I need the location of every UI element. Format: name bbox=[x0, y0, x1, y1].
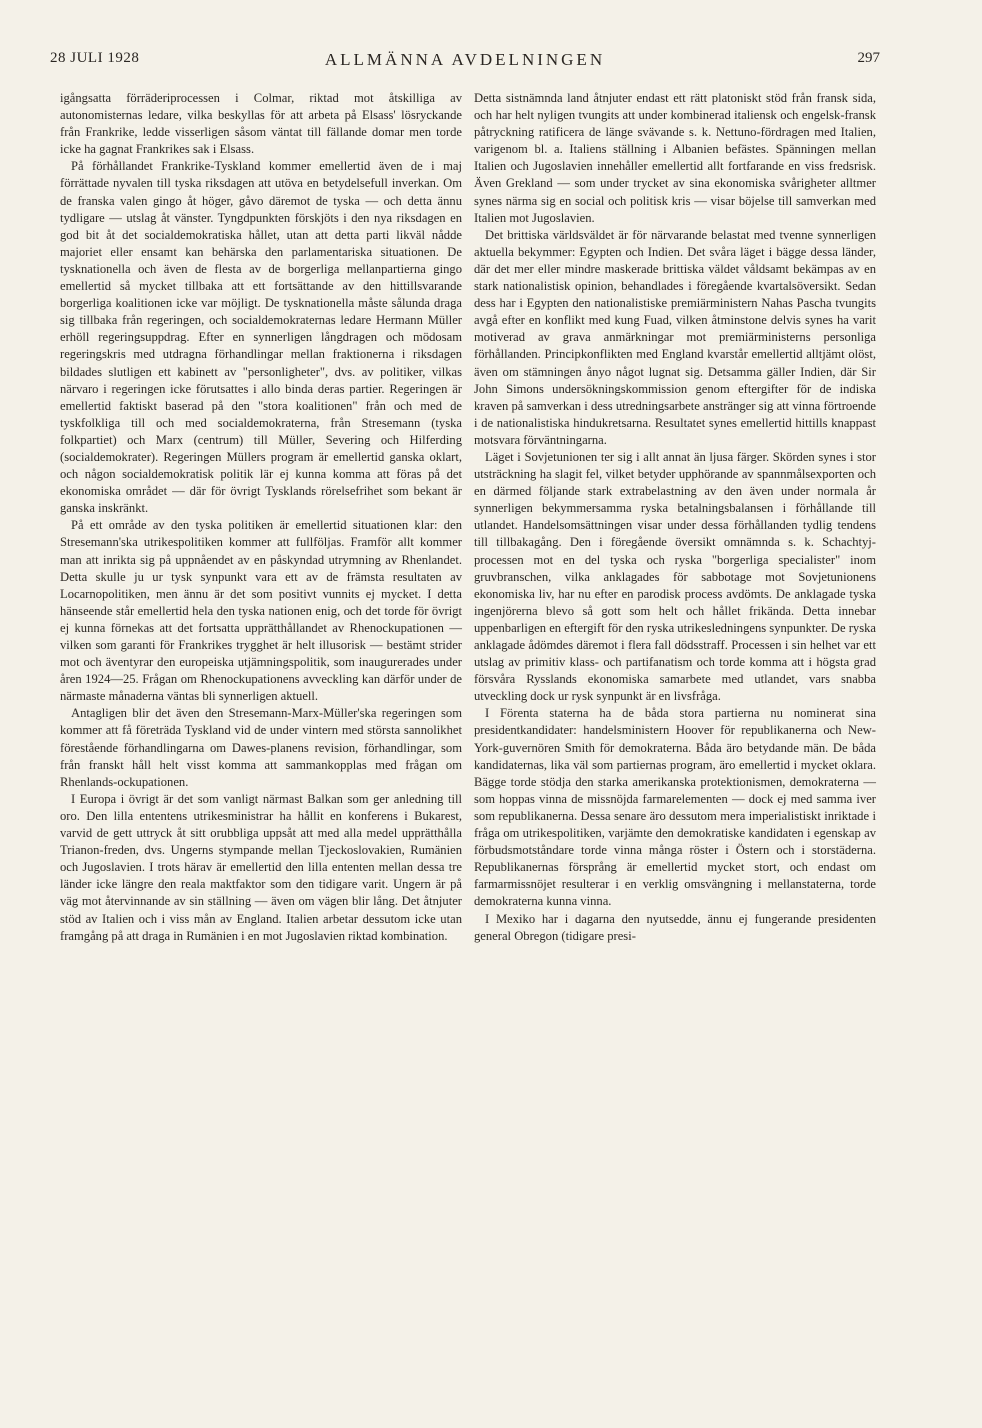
paragraph: igångsatta förräderiprocessen i Colmar, riktad mot åtskilliga av autonomisternas ledare, vilka beskyllas för att arbeta på Elsass' lösryckande från Frankrike, ledde visserligen såsom väntat till fällande domar men torde icke ha gagnat Frankrikes sak i Elsass. bbox=[60, 91, 462, 157]
page-number: 297 bbox=[857, 50, 880, 66]
left-column bbox=[60, 90, 462, 945]
paragraph: Antagligen blir det även den Stresemann-Marx-Müller'ska regeringen som kommer att få företräda Tyskland vid de under vintern med största sannolikhet förestående förhandlingarna om Dawes-planens revision, förhandlingar, som från franskt håll helt visst komma att sammankopplas med frågan om Rhenlands-ockupationen. bbox=[60, 706, 462, 789]
paragraph: På förhållandet Frankrike-Tyskland kommer emellertid även de i maj förrättade nyvalen till tyska riksdagen att utöva en betydelsefull inverkan. Om de franska valen gingo åt höger, gåvo däremot de tyska — och detta ännu tydligare — utslag åt vänster. Tyngdpunkten förskjöts i den nya riksdagen en god bit åt det socialdemokratiska hållet, utan att detta parti likväl nådde majoriet eller ensamt kan behärska den parlamentariska situationen. De tysknationella och även de flesta av de borgerliga mellanpartierna gingo emellertid så mycket tillbaka att ett fortsättande av den hittillsvarande borgerliga koalitionen icke var möjligt. De tysknationella måste sålunda draga sig tillbaka från regeringen, och socialdemokraternas ledare Hermann Müller erhöll regeringsuppdrag. Efter en synnerligen långdragen och mödosam regeringskris med utdragna förhandlingar mellan fraktionerna i riksdagen bildades slutligen ett kabinett av "personligheter", dvs. av politiker, vilkas närvaro i regeringen icke förutsattes i allo binda deras partier. Regeringen är emellertid faktiskt baserad på den "stora koalitionen" från och med de tyskfolkliga till och med socialdemokraterna, från Stresemann (tyska folkpartiet) och Marx (centrum) till Müller, Severing och Hilferding (socialdemokrater). Regeringen Müllers program är emellertid ganska oklart, och någon socialdemokratisk politik lär ej kunna komma att föras på det ekonomiska området — där för övrigt Tysklands rörelsefrihet som bekant är ganska inskränkt. bbox=[60, 159, 462, 516]
header-date: 28 JULI 1928 bbox=[50, 50, 140, 66]
paragraph: På ett område av den tyska politiken är emellertid situationen klar: den Stresemann'ska utrikespolitiken kommer att fullföljas. Framför allt kommer man att inrikta sig på uppnåendet av en påskyndad utrymning av Rhenlandet. Detta skulle ju ur tysk synpunkt vara ett av de främsta resultaten av Locarnopolitiken, men ännu är det som positivt vunnits ej mycket. I detta hänseende står emellertid hela den tyska nationen enig, och det torde för övrigt ej kunna förnekas att det fortsatta upprätthållandet av Rhenockupationen — vilken som garanti för Frankrikes trygghet är helt illusorisk — bestämt strider mot och äventyrar den europeiska utjämningspolitik, som inaugurerades under åren 1924—25. Frågan om Rhenockupationens avveckling kan därför under de närmaste månaderna väntas bli synnerligen aktuell. bbox=[60, 518, 462, 704]
paragraph: Läget i Sovjetunionen ter sig i allt annat än ljusa färger. Skörden synes i stor utsträckning ha slagit fel, vilket betyder upphörande av spannmålsexporten och en därmed följande stark extrabelastning av den även under normala år synnerligen bekymmersamma ryska betalningsbalansen i förhållande till utlandet. Handelsomsättningen visar under dessa förhållanden tydlig tendens till tillbakagång. Den i föregående översikt omnämnda s. k. Schachtyj-processen mot en del tyska och ryska "borgerliga specialister" inom gruvbranschen, vilka anklagades för sabbotage mot Sovjetunionens ekonomiska liv, har nu efter en parodisk process avdömts. De anklagade tyska ingenjörerna blevo så gott som helt och hållet frikända. Detta innebar uppenbarligen en eftergift för den ryska utrikesledningens synpunkter. De ryska anklagade ådömdes däremot i flera fall dödsstraff. Processen i sin helhet var ett utslag av primitiv klass- och partifanatism och torde komma att i högsta grad försvåra Rysslands ekonomiska samarbete med utlandet, vars snabba utveckling dock ur rysk synpunkt är en livsfråga. bbox=[474, 449, 876, 704]
paragraph: I Mexiko har i dagarna den nyutsedde, ännu ej fungerande presidenten general Obregon (tidigare presi- bbox=[474, 911, 876, 943]
right-column bbox=[474, 90, 876, 945]
paragraph: I Europa i övrigt är det som vanligt närmast Balkan som ger anledning till oro. Den lilla ententens utrikesministrar ha hållit en konferens i Bukarest, varvid de gett uttryck åt sitt orubbliga uppsåt att med alla medel upprätthålla Trianon-freden, dvs. Ungerns stympande mellan Tjeckoslovakien, Rumänien och Jugoslavien. I trots härav är emellertid den lilla ententen mellan dessa tre länder icke längre den reala maktfaktor som den tidigare varit. Ungern är på väg mot återvinnande av sin ställning — även om vägen blir lång. Det åtnjuter stöd av Italien och i viss mån av England. Italien arbetar dessutom icke utan framgång på att draga in Rumänien i en mot Jugoslavien riktad kombination. bbox=[60, 791, 462, 943]
paragraph: Detta sistnämnda land åtnjuter endast ett rätt platoniskt stöd från fransk sida, och har helt nyligen tvungits att under kombinerad italiensk och engelsk-fransk påtryckning ratificera de länge svävande s. k. Nettuno-fördragen med Italien, varigenom bl. a. Italiens ställning i Albanien befästes. Spänningen mellan Italien och Jugoslavien innehåller emellertid allt fortfarande en viss fredsrisk. Även Grekland — som under trycket av sina ekonomiska svårigheter alltmer synes närma sig en social och politisk kris — visar böjelse till samverkan med Italien mot Jugoslavien. bbox=[474, 91, 876, 225]
page-header bbox=[50, 50, 880, 72]
paragraph: Det brittiska världsväldet är för närvarande belastat med tvenne synnerligen aktuella bekymmer: Egypten och Indien. Det svåra läget i bägge dessa länder, där det mer eller mindre maskerade brittiska väldet våldsamt bekämpas av en stark nationalistisk opinion, behandlades i föregående kvartalsöversikt. Sedan dess har i Egypten den nationalistiske premiärministern Nahas Pascha tvungits avgå efter en konflikt med kung Fuad, vilken åtminstone delvis synes ha varit motiverad av grava anmärkningar mot premiärministerns personliga förhållanden. Principkonflikten med England kvarstår emellertid alltjämt olöst, även om stämningen ånyo något lugnat sig. Detsamma gäller Indien, där Sir John Simons undersökningskommission genom eftergifter för de indiska kraven på samverkan i dess utredningsarbete anstränger sig att vinna förtroende i de nationalistiska hindukretsarna. Resultatet synes emellertid hittills knappast motsvara förväntningarna. bbox=[474, 227, 876, 447]
header-title: ALLMÄNNA AVDELNINGEN bbox=[324, 50, 606, 69]
paragraph: I Förenta staterna ha de båda stora partierna nu nominerat sina presidentkandidater: handelsministern Hoover för republikanerna och New-York-guvernören Smith för demokraterna. Båda äro betydande män. De båda kandidaternas, lika väl som partiernas program, äro emellertid i mycket oklara. Bägge torde stödja den starka amerikanska protektionismen, demokraterna — som hoppas vinna de missnöjda farmarelementen — dock ej med samma iver som republikanerna. Dessa senare äro dessutom mera imperialistiskt inriktade i fråga om utrikespolitiken, varjämte den demokratiske kandidaten i egenskap av förbudsmotståndare torde vinna många röster i Östern och i storstäderna. Republikanernas försprång är emellertid mycket stort, och endast om farmarmissnöjet resulterar i en verklig omsvängning i mellanstaterna, torde demokraterna kunna vinna. bbox=[474, 706, 876, 909]
